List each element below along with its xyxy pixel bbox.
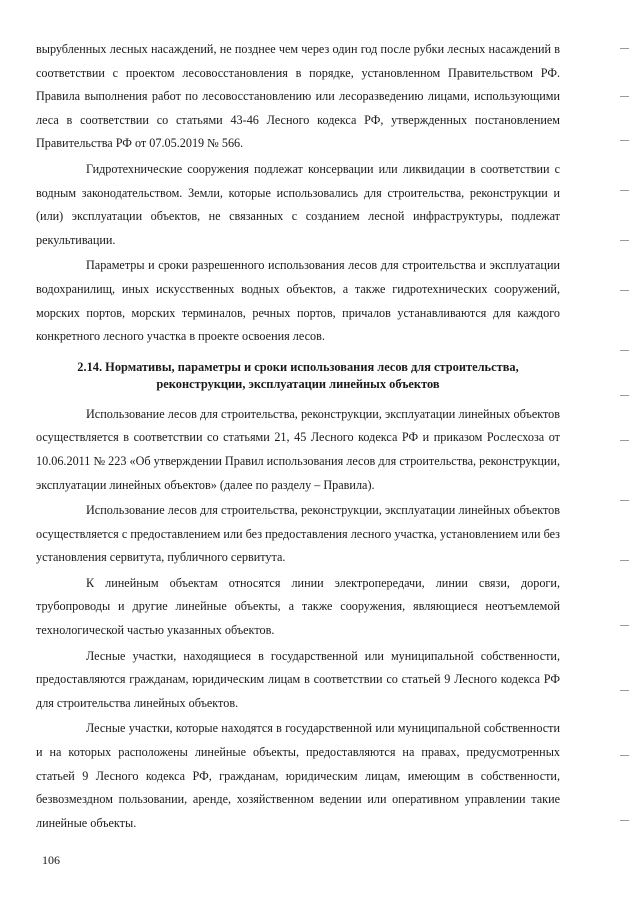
paragraph-linear-usage-modes: Использование лесов для строительства, реконструкции, эксплуатации линейных объектов осуществляется с предоставлением или без предоставления лесного участка, установлением или без установления сервитута, публичного сервитута.	[36, 503, 560, 565]
scan-margin-mark	[620, 96, 629, 97]
paragraph-reservoir-parameters: Параметры и сроки разрешенного использования лесов для строительства и эксплуатации водохранилищ, иных искусственных водных объектов, а также гидротехнических сооружений, морских портов, морских терминалов, речных портов, причалов устанавливаются для каждого конкретного лесного участка в проекте освоения лесов.	[36, 258, 560, 344]
scan-margin-mark	[620, 395, 629, 396]
paragraph-linear-objects-definition: К линейным объектам относятся линии электропередачи, линии связи, дороги, трубопроводы и другие линейные объекты, а также сооружения, являющиеся неотъемлемой технологической частью указанных объектов.	[36, 575, 560, 638]
paragraph-continuation: вырубленных лесных насаждений, не позднее чем через один год после рубки лесных насаждений в соответствии с проектом лесовосстановления в порядке, установленном Правительством РФ. Правила выполнения работ по лесовосстановлению или лесоразведению лицами, использующими леса в соответствии со статьями 43-46 Лесного кодекса РФ, утвержденных постановлением Правительства РФ от 07.05.2019 № 566.	[36, 42, 560, 151]
scan-margin-mark	[620, 48, 629, 49]
page-number: 106	[42, 853, 60, 867]
scan-margin-mark	[620, 240, 629, 241]
scan-margin-mark	[620, 560, 629, 561]
paragraph-plots-provision: Лесные участки, находящиеся в государственной или муниципальной собственности, предоставляются гражданам, юридическим лицам в соответствии со статьей 9 Лесного кодекса РФ для строительства линейных объектов.	[36, 648, 560, 710]
section-heading-line1: 2.14. Нормативы, параметры и сроки использования лесов для строительства,	[77, 359, 519, 374]
paragraph-linear-usage-basis: Использование лесов для строительства, реконструкции, эксплуатации линейных объектов осуществляется в соответствии со статьями 21, 45 Лесного кодекса РФ и приказом Рослесхоза от 10.06.2011 № 223 «Об утверждении Правил использования лесов для строительства, реконструкции, эксплуатации линейных объектов» (далее по разделу – Правила).	[36, 406, 560, 492]
paragraph-plots-with-objects: Лесные участки, которые находятся в государственной или муниципальной собственности и на которых расположены линейные объекты, предоставляются на правах, предусмотренных статьей 9 Лесного кодекса РФ, гражданам, юридическим лицам, имеющим в собственности, безвозмездном пользовании, аренде, хозяйственном ведении или оперативном управлении такие линейные объекты.	[36, 721, 560, 830]
scan-margin-mark	[620, 440, 629, 441]
section-heading	[36, 359, 560, 393]
scan-margin-mark	[620, 820, 629, 821]
section-heading-line2: реконструкции, эксплуатации линейных объектов	[156, 376, 440, 391]
scan-margin-mark	[620, 140, 629, 141]
page-body	[36, 38, 560, 835]
paragraph-hydro-structures: Гидротехнические сооружения подлежат консервации или ликвидации в соответствии с водным законодательством. Земли, которые использовались для строительства, реконструкции и (или) эксплуатации объектов, не связанных с созданием лесной инфраструктуры, подлежат рекультивации.	[36, 161, 560, 247]
scan-margin-mark	[620, 350, 629, 351]
scan-margin-mark	[620, 690, 629, 691]
scan-margin-mark	[620, 625, 629, 626]
scan-margin-mark	[620, 755, 629, 756]
scan-margin-mark	[620, 290, 629, 291]
scan-margin-mark	[620, 500, 629, 501]
scan-margin-mark	[620, 190, 629, 191]
